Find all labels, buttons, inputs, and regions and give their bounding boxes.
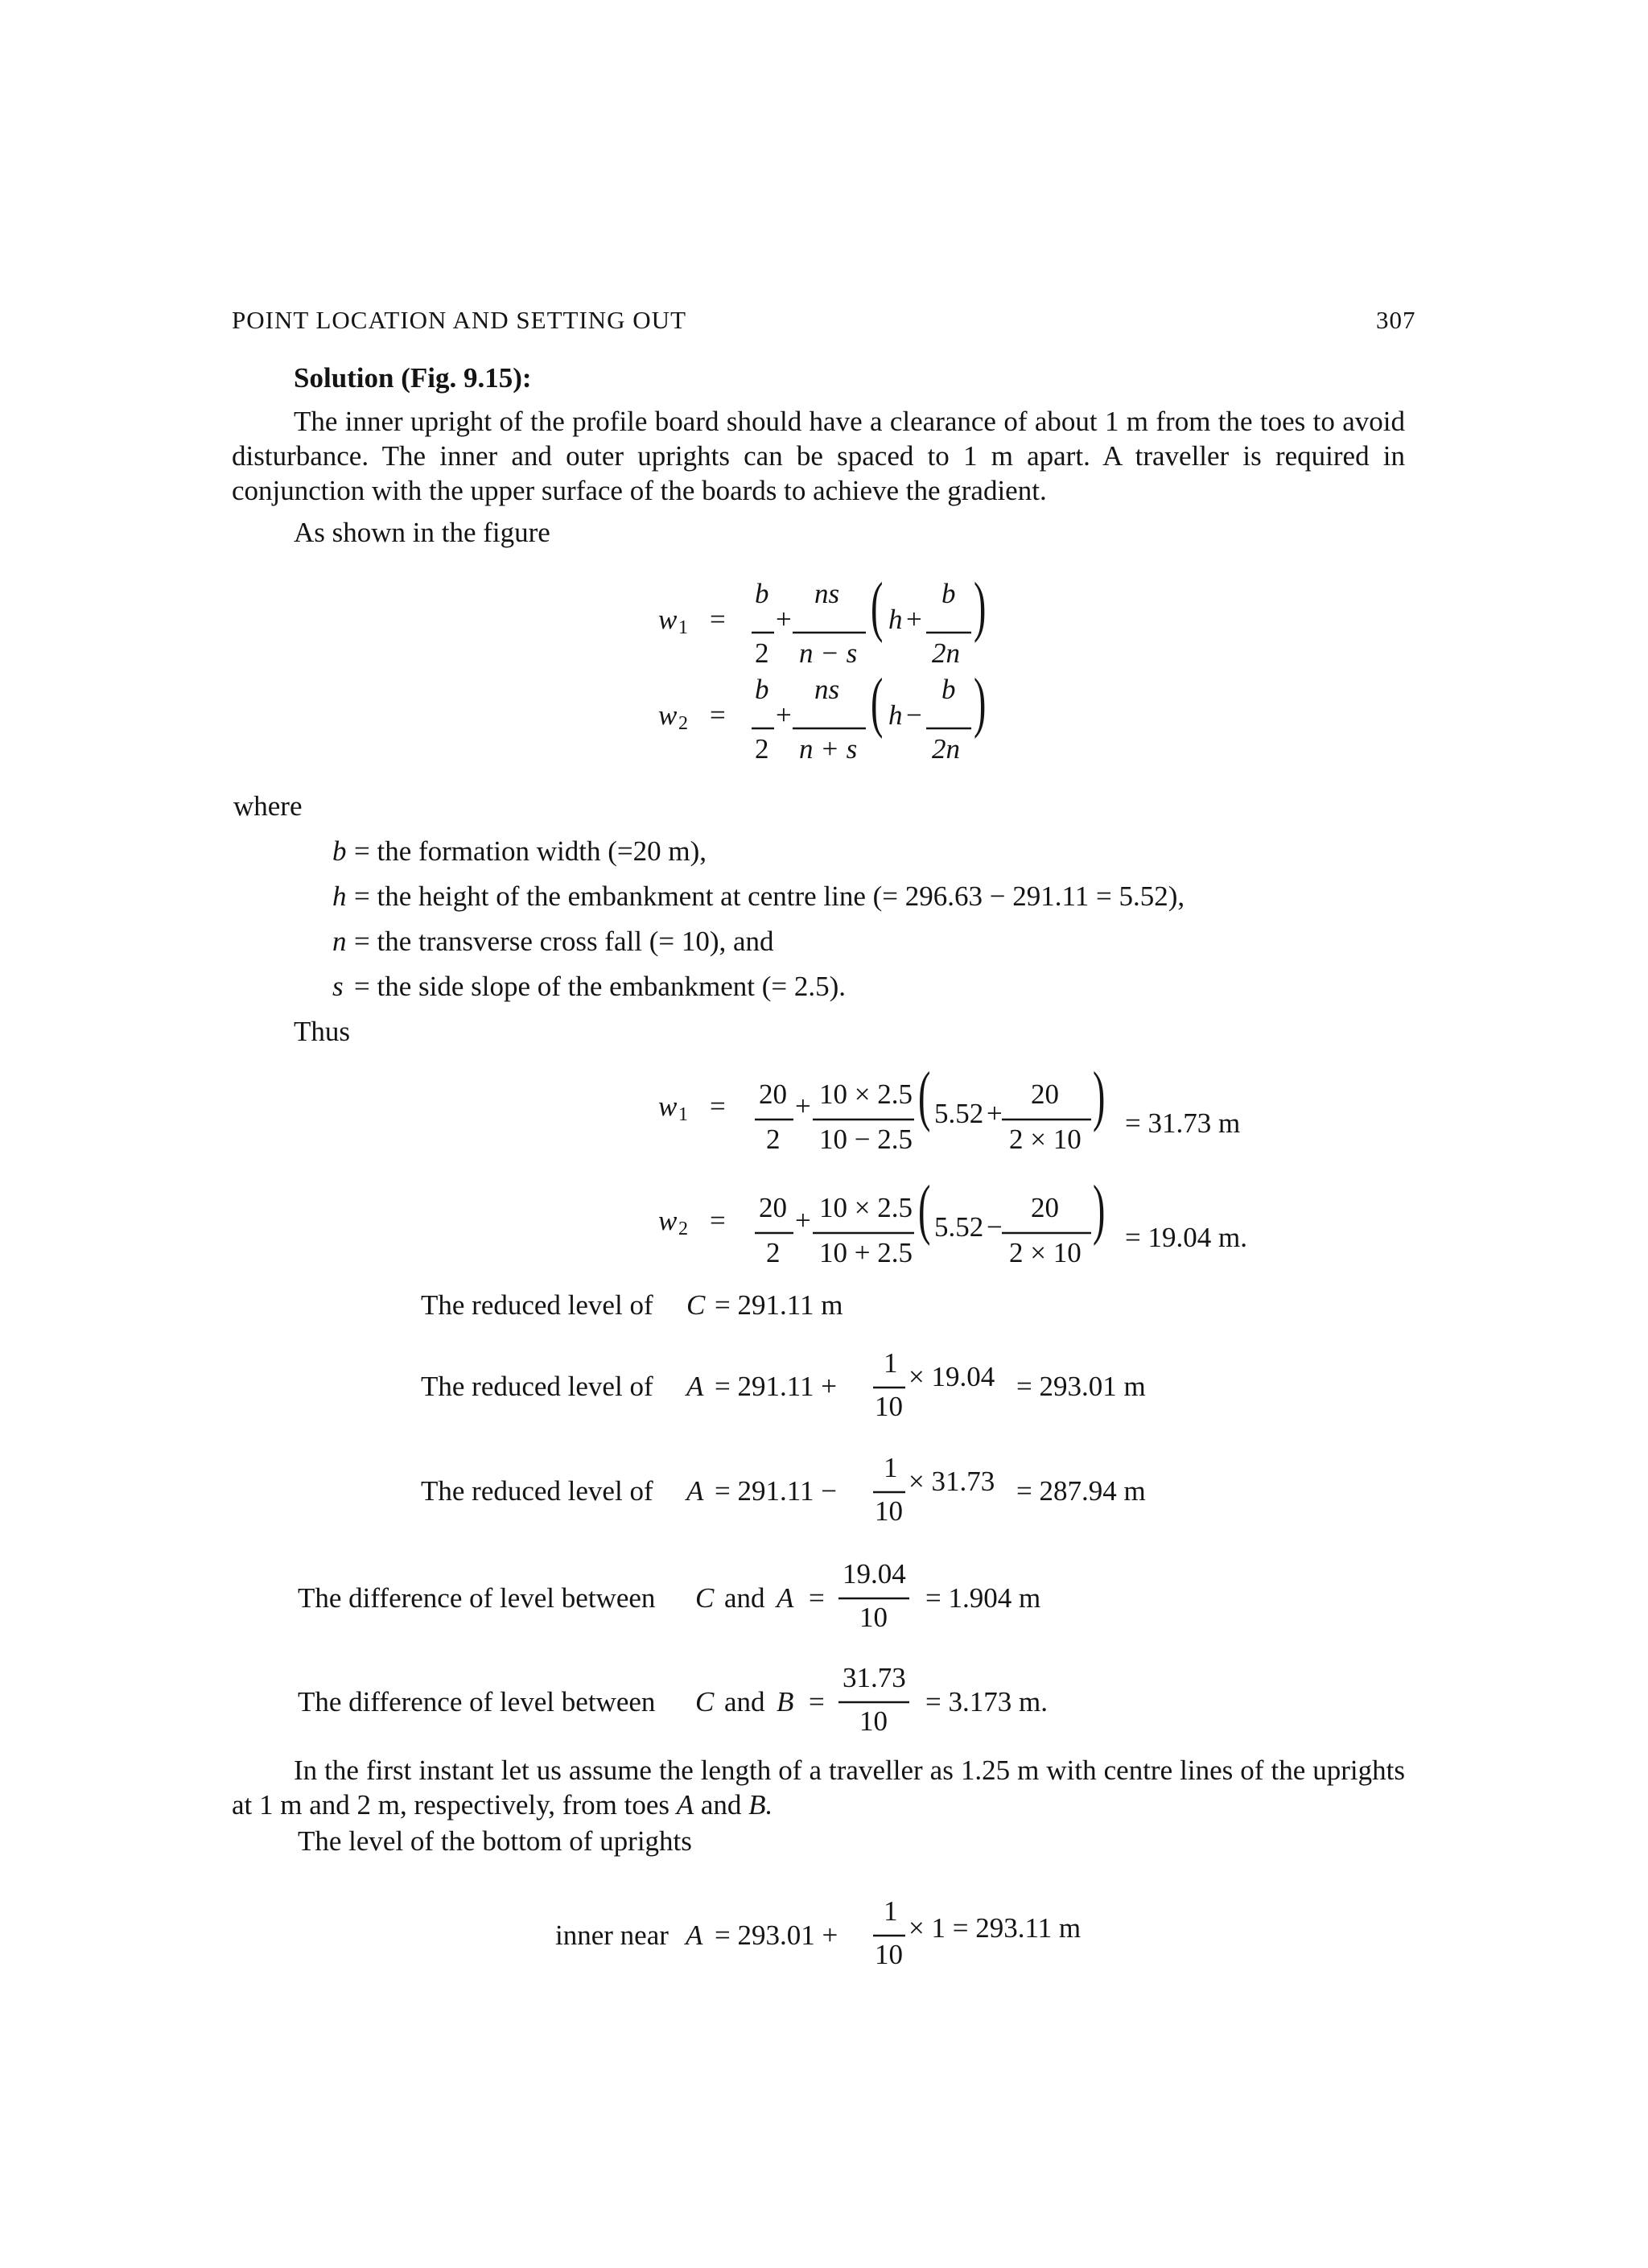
w2-sub: 2 <box>678 713 688 734</box>
rl-label: The reduced level of <box>421 1289 653 1321</box>
diff-den: 10 <box>859 1602 888 1633</box>
running-header: POINT LOCATION AND SETTING OUT <box>232 306 687 334</box>
plus: + <box>776 604 792 635</box>
rl-result: = 293.01 m <box>1016 1371 1146 1402</box>
intro-paragraph: The inner upright of the profile board should have a clearance of about 1 m from the toes to avoid disturbance. The inner and outer uprights can be spaced to 1 m apart. A traveller is required in conjunction with the upper surface of the boards to achieve the gradient. <box>232 406 1405 506</box>
w1-sub: 1 <box>678 617 688 638</box>
w1-var: w <box>658 604 678 635</box>
w2-var: w <box>658 699 678 731</box>
rl-var: A <box>686 1475 704 1507</box>
def-text: = the side slope of the embankment (= 2.5). <box>354 971 846 1002</box>
two-n: 2n <box>932 637 960 669</box>
w1-result: = 31.73 m <box>1125 1107 1241 1139</box>
diff-var-c: C <box>695 1582 715 1614</box>
b-numerator: b <box>941 674 956 705</box>
def-var: b <box>332 835 347 867</box>
where-label: where <box>233 790 303 822</box>
rl-var: A <box>686 1371 704 1402</box>
diff-den: 10 <box>859 1705 888 1737</box>
diff-and: and <box>724 1686 765 1717</box>
diff-label: The difference of level between <box>298 1582 656 1614</box>
rl-label: The reduced level of <box>421 1475 653 1507</box>
twenty: 20 <box>759 1078 787 1110</box>
two: 2 <box>766 1124 781 1155</box>
bottom-level-label: The level of the bottom of uprights <box>298 1825 692 1857</box>
diff-num: 19.04 <box>843 1558 906 1590</box>
h: h <box>888 604 903 635</box>
w2-var: w <box>658 1205 678 1236</box>
five-52: 5.52 <box>934 1211 984 1243</box>
thus-label: Thus <box>294 1016 350 1047</box>
plus: + <box>776 699 792 731</box>
def-var: h <box>332 880 347 912</box>
diff-label: The difference of level between <box>298 1686 656 1717</box>
ns-numerator: ns <box>814 578 840 609</box>
diff-eq: = <box>809 1686 825 1717</box>
diff-var-b: B <box>777 1686 794 1717</box>
diff-and: and <box>724 1582 765 1614</box>
solution-heading: Solution (Fig. 9.15): <box>294 362 532 394</box>
equals: = <box>710 1205 726 1236</box>
plus: + <box>987 1098 1003 1129</box>
one: 1 <box>884 1347 898 1379</box>
two-times-10: 2 × 10 <box>1009 1124 1082 1155</box>
ten-times-2-5: 10 × 2.5 <box>819 1192 913 1223</box>
n-plus-s: n + s <box>799 733 858 765</box>
as-shown-text: As shown in the figure <box>294 517 550 548</box>
minus: − <box>906 699 922 731</box>
rl-label: The reduced level of <box>421 1371 653 1402</box>
diff-result: = 3.173 m. <box>925 1686 1048 1717</box>
def-text: = the formation width (=20 m), <box>354 835 707 867</box>
rl-post: × 31.73 <box>908 1466 995 1497</box>
equals: = <box>710 604 726 635</box>
def-var: s <box>332 971 344 1002</box>
toe-a: A <box>676 1789 694 1821</box>
ten: 10 <box>875 1391 903 1422</box>
ten-times-2-5: 10 × 2.5 <box>819 1078 913 1110</box>
rl-pre: = 291.11 + <box>715 1371 837 1402</box>
plus: + <box>795 1205 811 1236</box>
two-denominator: 2 <box>755 637 769 669</box>
inner-label: inner near <box>555 1920 669 1951</box>
diff-result: = 1.904 m <box>925 1582 1041 1614</box>
inner-pre: = 293.01 + <box>715 1920 838 1951</box>
plus: + <box>795 1091 811 1122</box>
ten-minus-2-5: 10 − 2.5 <box>819 1124 913 1155</box>
diff-num: 31.73 <box>843 1662 906 1693</box>
traveller-paragraph <box>232 1753 1405 1822</box>
w1-var: w <box>658 1091 678 1122</box>
diff-var-a: A <box>777 1582 794 1614</box>
equals: = <box>710 1091 726 1122</box>
ns-numerator: ns <box>814 674 840 705</box>
rl-value: = 291.11 m <box>715 1289 843 1321</box>
two-denominator: 2 <box>755 733 769 765</box>
def-var: n <box>332 926 347 957</box>
rl-post: × 19.04 <box>908 1361 995 1392</box>
inner-post: × 1 = 293.11 m <box>908 1912 1082 1944</box>
b-numerator: b <box>755 674 769 705</box>
rl-var: C <box>686 1289 706 1321</box>
five-52: 5.52 <box>934 1098 984 1129</box>
one: 1 <box>884 1452 898 1483</box>
paragraph-text: In the first instant let us assume the length of a traveller as 1.25 m with centre lines of the uprights at 1 m and 2 m, respectively, from toes <box>232 1755 1405 1821</box>
w2-sub: 2 <box>678 1219 688 1239</box>
b-numerator: b <box>755 578 769 609</box>
minus: − <box>987 1211 1003 1243</box>
n-minus-s: n − s <box>799 637 858 669</box>
b-numerator: b <box>941 578 956 609</box>
rl-pre: = 291.11 − <box>715 1475 837 1507</box>
diff-var-c: C <box>695 1686 715 1717</box>
w1-sub: 1 <box>678 1104 688 1125</box>
one: 1 <box>884 1895 898 1927</box>
h: h <box>888 699 903 731</box>
rl-result: = 287.94 m <box>1016 1475 1146 1507</box>
ten: 10 <box>875 1939 903 1970</box>
page-number: 307 <box>1376 306 1416 334</box>
twenty: 20 <box>759 1192 787 1223</box>
w2-result: = 19.04 m. <box>1125 1222 1247 1253</box>
inner-var: A <box>686 1920 703 1951</box>
equals: = <box>710 699 726 731</box>
toe-b: B. <box>748 1789 773 1821</box>
twenty: 20 <box>1031 1192 1059 1223</box>
ten-plus-2-5: 10 + 2.5 <box>819 1237 913 1268</box>
def-text: = the transverse cross fall (= 10), and <box>354 926 774 957</box>
ten: 10 <box>875 1495 903 1527</box>
two-n: 2n <box>932 733 960 765</box>
two-times-10: 2 × 10 <box>1009 1237 1082 1268</box>
plus: + <box>906 604 922 635</box>
paragraph-and: and <box>700 1789 742 1821</box>
two: 2 <box>766 1237 781 1268</box>
def-text: = the height of the embankment at centre line (= 296.63 − 291.11 = 5.52), <box>354 880 1185 912</box>
diff-eq: = <box>809 1582 825 1614</box>
twenty: 20 <box>1031 1078 1059 1110</box>
